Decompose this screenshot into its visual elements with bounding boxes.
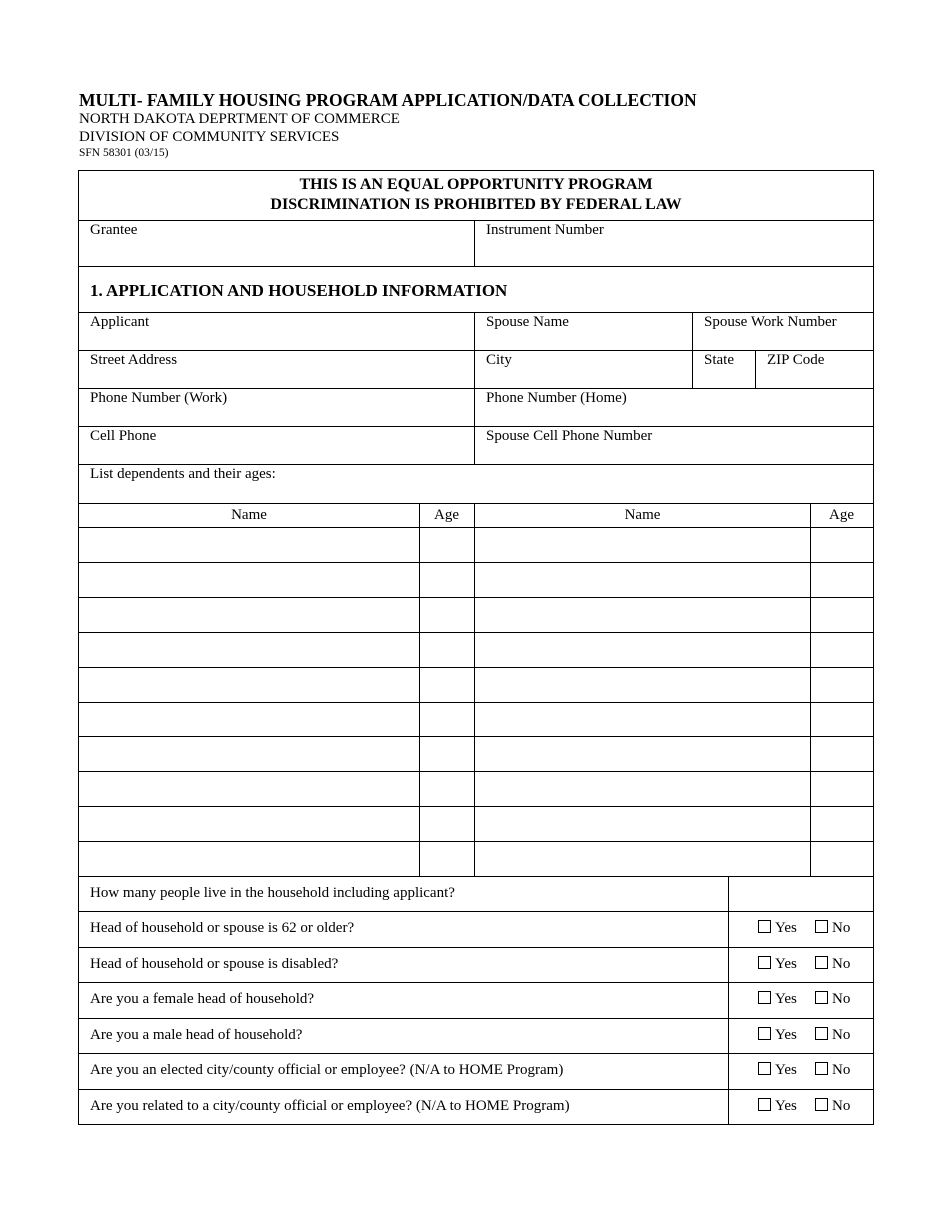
yes-checkbox[interactable] xyxy=(758,920,771,933)
dependent-age-left-cell[interactable] xyxy=(420,563,474,596)
dependent-age-right-cell[interactable] xyxy=(811,772,873,805)
instrument-number-field[interactable] xyxy=(475,221,873,266)
spouse-name-field[interactable] xyxy=(475,313,692,349)
dependent-age-left-cell[interactable] xyxy=(420,633,474,666)
section-title: . APPLICATION AND HOUSEHOLD INFORMATION xyxy=(98,281,508,300)
question-text: Head of household or spouse is 62 or older? xyxy=(90,920,355,936)
dependent-age-left-cell[interactable] xyxy=(420,772,474,805)
phone-work-label: Phone Number (Work) xyxy=(90,390,228,406)
no-checkbox[interactable] xyxy=(815,920,828,933)
household-count-field[interactable] xyxy=(729,877,873,911)
no-option[interactable] xyxy=(815,1027,850,1044)
no-option[interactable] xyxy=(815,956,850,973)
divider xyxy=(78,982,874,983)
grantee-label: Grantee xyxy=(90,222,138,238)
yes-option[interactable] xyxy=(758,991,797,1008)
dependents-header-name-right: Name xyxy=(624,507,661,523)
no-label: No xyxy=(832,1097,851,1114)
dependent-name-left-cell[interactable] xyxy=(79,737,419,770)
form-number: SFN 58301 (03/15) xyxy=(79,147,169,159)
dependents-header-age-left: Age xyxy=(434,507,459,523)
dependent-age-left-cell[interactable] xyxy=(420,668,474,701)
dependent-name-right-cell[interactable] xyxy=(475,842,810,875)
phone-home-field[interactable] xyxy=(475,389,873,425)
no-checkbox[interactable] xyxy=(815,956,828,969)
yes-checkbox[interactable] xyxy=(758,956,771,969)
dependent-name-left-cell[interactable] xyxy=(79,598,419,631)
form-top-border xyxy=(78,170,874,171)
divider xyxy=(755,350,756,388)
divider xyxy=(78,736,874,737)
dependent-name-right-cell[interactable] xyxy=(475,598,810,631)
yes-option[interactable] xyxy=(758,1027,797,1044)
cell-phone-label: Cell Phone xyxy=(90,428,157,444)
applicant-field[interactable] xyxy=(79,313,474,349)
spouse-work-number-field[interactable] xyxy=(693,313,873,349)
divider xyxy=(78,667,874,668)
dependent-age-left-cell[interactable] xyxy=(420,703,474,736)
question-text: Are you related to a city/county official or employee? (N/A to HOME Program) xyxy=(90,1097,570,1114)
dependent-age-left-cell[interactable] xyxy=(420,598,474,631)
dependent-age-right-cell[interactable] xyxy=(811,807,873,840)
no-checkbox[interactable] xyxy=(815,1098,828,1111)
divider xyxy=(78,266,874,267)
dependent-age-left-cell[interactable] xyxy=(420,737,474,770)
divider xyxy=(78,1053,874,1054)
city-label: City xyxy=(486,352,512,368)
no-option[interactable] xyxy=(815,1098,850,1115)
zip-code-label: ZIP Code xyxy=(767,352,825,368)
dependent-name-left-cell[interactable] xyxy=(79,563,419,596)
dependent-name-right-cell[interactable] xyxy=(475,737,810,770)
divider xyxy=(78,464,874,465)
dependent-name-right-cell[interactable] xyxy=(475,772,810,805)
dependent-name-left-cell[interactable] xyxy=(79,842,419,875)
division-name: DIVISION OF COMMUNITY SERVICES xyxy=(79,129,340,145)
yes-label: Yes xyxy=(775,955,797,972)
question-text: Head of household or spouse is disabled? xyxy=(90,955,339,972)
question-text: Are you a female head of household? xyxy=(90,991,315,1007)
yes-option[interactable] xyxy=(758,920,797,937)
notice-line-1: THIS IS AN EQUAL OPPORTUNITY PROGRAM xyxy=(299,176,653,193)
agency-name: NORTH DAKOTA DEPRTMENT OF COMMERCE xyxy=(79,111,400,127)
divider xyxy=(692,312,693,388)
section-number: 1 xyxy=(90,281,99,300)
dependent-name-left-cell[interactable] xyxy=(79,528,419,561)
city-field[interactable] xyxy=(475,351,692,387)
dependent-name-left-cell[interactable] xyxy=(79,807,419,840)
household-count-question: How many people live in the household including applicant? xyxy=(90,885,455,901)
question-text: Are you a male head of household? xyxy=(90,1026,303,1043)
divider xyxy=(78,947,874,948)
dependent-name-right-cell[interactable] xyxy=(475,703,810,736)
dependents-header-name-left: Name xyxy=(231,507,267,523)
dependent-age-right-cell[interactable] xyxy=(811,528,873,561)
divider xyxy=(78,806,874,807)
divider xyxy=(78,632,874,633)
divider xyxy=(78,911,874,912)
instrument-number-label: Instrument Number xyxy=(486,222,604,238)
divider xyxy=(78,503,874,504)
dependent-name-left-cell[interactable] xyxy=(79,668,419,701)
yes-label: Yes xyxy=(775,1026,797,1043)
question-text: Are you an elected city/county official or employee? (N/A to HOME Program) xyxy=(90,1062,564,1078)
no-option[interactable] xyxy=(815,920,850,937)
yes-checkbox[interactable] xyxy=(758,991,771,1004)
no-label: No xyxy=(832,1026,851,1043)
dependent-name-left-cell[interactable] xyxy=(79,703,419,736)
notice-line-2: DISCRIMINATION IS PROHIBITED BY FEDERAL LAW xyxy=(270,196,682,213)
yes-checkbox[interactable] xyxy=(758,1098,771,1111)
divider xyxy=(78,1018,874,1019)
yes-checkbox[interactable] xyxy=(758,1062,771,1075)
phone-work-field[interactable] xyxy=(79,389,474,425)
dependent-age-right-cell[interactable] xyxy=(811,563,873,596)
dependent-name-right-cell[interactable] xyxy=(475,633,810,666)
phone-home-label: Phone Number (Home) xyxy=(486,390,627,406)
divider xyxy=(728,876,729,1125)
dependent-age-right-cell[interactable] xyxy=(811,842,873,875)
no-checkbox[interactable] xyxy=(815,1062,828,1075)
yes-label: Yes xyxy=(775,920,797,936)
dependents-header-age-right: Age xyxy=(829,507,854,523)
no-option[interactable] xyxy=(815,1062,850,1079)
street-address-label: Street Address xyxy=(90,352,178,368)
dependent-age-right-cell[interactable] xyxy=(811,703,873,736)
divider xyxy=(78,597,874,598)
dependent-name-left-cell[interactable] xyxy=(79,633,419,666)
form-title: MULTI- FAMILY HOUSING PROGRAM APPLICATION/DATA COLLECTION xyxy=(79,90,697,110)
dependent-age-left-cell[interactable] xyxy=(420,842,474,875)
yes-checkbox[interactable] xyxy=(758,1027,771,1040)
divider xyxy=(78,702,874,703)
dependent-age-right-cell[interactable] xyxy=(811,737,873,770)
yes-option[interactable] xyxy=(758,1062,797,1079)
yes-option[interactable] xyxy=(758,1098,797,1115)
divider xyxy=(78,1089,874,1090)
no-checkbox[interactable] xyxy=(815,1027,828,1040)
dependent-age-right-cell[interactable] xyxy=(811,668,873,701)
grantee-field[interactable] xyxy=(79,221,474,266)
dependent-age-left-cell[interactable] xyxy=(420,528,474,561)
spouse-cell-field[interactable] xyxy=(475,427,873,463)
street-address-field[interactable] xyxy=(79,351,474,387)
spouse-work-number-label: Spouse Work Number xyxy=(704,314,837,330)
dependent-age-right-cell[interactable] xyxy=(811,633,873,666)
zip-code-field[interactable] xyxy=(756,351,873,387)
yes-label: Yes xyxy=(775,991,797,1007)
dependent-name-right-cell[interactable] xyxy=(475,668,810,701)
yes-label: Yes xyxy=(775,1097,797,1114)
dependent-name-left-cell[interactable] xyxy=(79,772,419,805)
divider xyxy=(78,562,874,563)
dependent-age-right-cell[interactable] xyxy=(811,598,873,631)
no-label: No xyxy=(832,955,851,972)
yes-label: Yes xyxy=(775,1062,797,1078)
cell-phone-field[interactable] xyxy=(79,427,474,463)
section-1-heading xyxy=(90,281,507,301)
no-label: No xyxy=(832,1062,851,1078)
dependents-label: List dependents and their ages: xyxy=(90,466,276,482)
state-label: State xyxy=(704,352,734,368)
yes-option[interactable] xyxy=(758,956,797,973)
spouse-name-label: Spouse Name xyxy=(486,314,569,330)
no-option[interactable] xyxy=(815,991,850,1008)
dependent-name-right-cell[interactable] xyxy=(475,528,810,561)
spouse-cell-label: Spouse Cell Phone Number xyxy=(486,428,653,444)
dependent-name-right-cell[interactable] xyxy=(475,807,810,840)
state-field[interactable] xyxy=(693,351,755,387)
divider xyxy=(78,771,874,772)
no-checkbox[interactable] xyxy=(815,991,828,1004)
dependent-age-left-cell[interactable] xyxy=(420,807,474,840)
dependent-name-right-cell[interactable] xyxy=(475,563,810,596)
applicant-label: Applicant xyxy=(90,314,150,330)
no-label: No xyxy=(832,991,851,1007)
divider xyxy=(78,1124,874,1125)
divider xyxy=(78,841,874,842)
no-label: No xyxy=(832,920,851,936)
